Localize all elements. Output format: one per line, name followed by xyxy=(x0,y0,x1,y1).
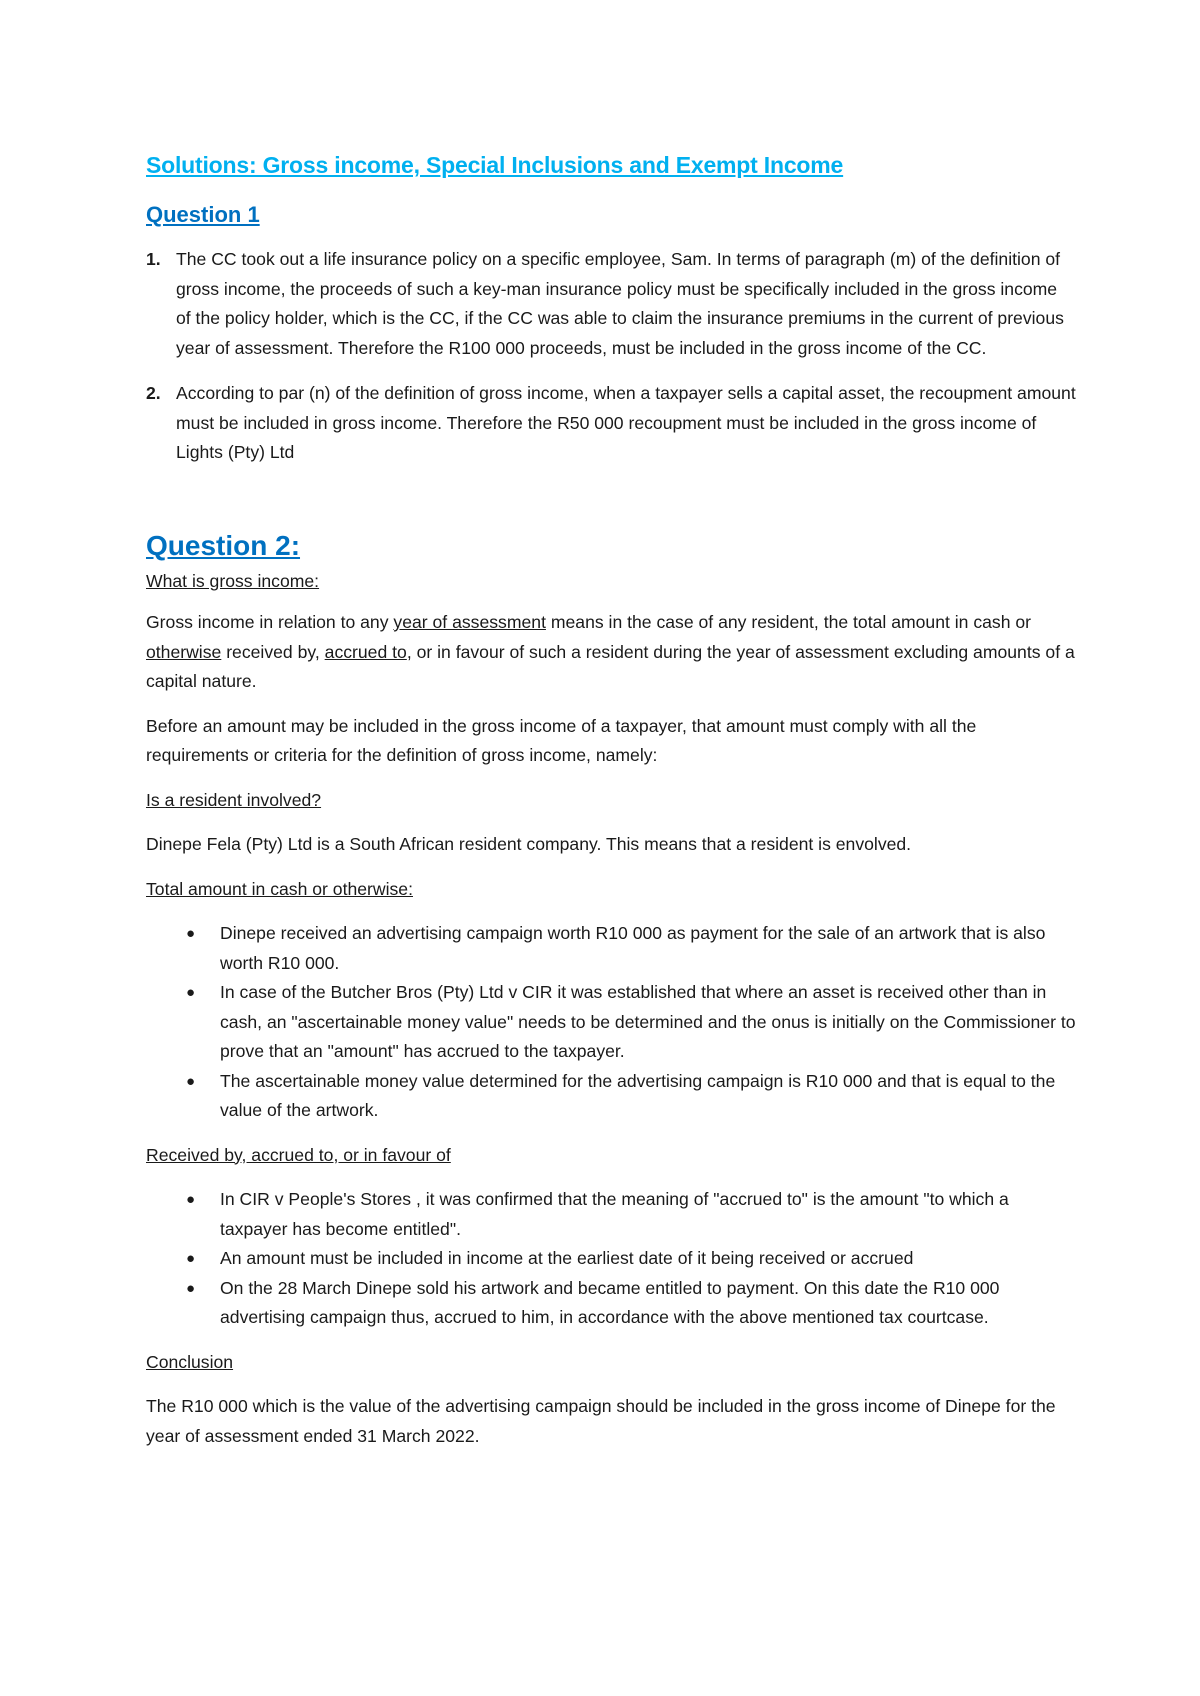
bullet-dot-icon: ● xyxy=(186,1072,196,1090)
list-item xyxy=(146,1067,1076,1126)
bullet-dot-icon: ● xyxy=(186,984,196,1001)
bullet-dot-icon: ● xyxy=(186,1191,196,1208)
received-accrued-heading: Received by, accrued to, or in favour of xyxy=(146,1144,451,1165)
bullet-text: In CIR v People's Stores , it was confirmed that the meaning of "accrued to" is the amount "to which a taxpayer has become entitled". xyxy=(220,1189,1009,1239)
list-item xyxy=(146,245,1076,363)
definition-term: year of assessment xyxy=(393,612,546,632)
bullet-text: Dinepe received an advertising campaign worth R10 000 as payment for the sale of an artwork that is also worth R10 000. xyxy=(220,923,1046,973)
list-item xyxy=(146,978,1076,1067)
received-accrued-bullet-list xyxy=(146,1185,1076,1333)
resident-text: Dinepe Fela (Pty) Ltd is a South African resident company. This means that a resident is envolved. xyxy=(146,834,912,854)
resident-heading: Is a resident involved? xyxy=(146,789,322,810)
list-number: 2. xyxy=(146,383,161,403)
list-item xyxy=(146,1274,1076,1333)
list-item-text: The CC took out a life insurance policy on a specific employee, Sam. In terms of paragraph (m) of the definition of gross income, the proceeds of such a key-man insurance policy must be specifically included in the gross income of the policy holder, which is the CC, if the CC was able to claim the insurance premiums in the current of previous year of assessment. Therefore the R100 000 proceeds, must be included in the gross income of the CC. xyxy=(176,249,1064,358)
definition-text: received by, xyxy=(221,641,325,662)
bullet-text: In case of the Butcher Bros (Pty) Ltd v CIR it was established that where an asset is received other than in cash, an "ascertainable money value" needs to be determined and the onus is initially on the Commissioner to prove that an "amount" has accrued to the taxpayer. xyxy=(220,982,1076,1061)
list-item xyxy=(146,1244,1076,1274)
list-item-text: According to par (n) of the definition of gross income, when a taxpayer sells a capital asset, the recoupment amount must be included in gross income. Therefore the R50 000 recoupment must be included in the gross income of Lights (Pty) Ltd xyxy=(176,383,1076,462)
gross-income-definition xyxy=(146,608,1076,697)
definition-term: otherwise xyxy=(146,641,222,662)
conclusion-text: The R10 000 which is the value of the advertising campaign should be included in the gross income of Dinepe for the year of assessment ended 31 March 2022. xyxy=(146,1396,1056,1446)
bullet-text: On the 28 March Dinepe sold his artwork and became entitled to payment. On this date the R10 000 advertising campaign thus, accrued to him, in accordance with the above mentioned tax courtcase. xyxy=(220,1277,1000,1327)
bullet-text: The ascertainable money value determined for the advertising campaign is R10 000 and that is equal to the value of the artwork. xyxy=(220,1070,1056,1120)
list-item xyxy=(146,1185,1076,1244)
total-amount-heading: Total amount in cash or otherwise: xyxy=(146,878,413,899)
question-2-heading: Question 2: xyxy=(146,529,301,561)
definition-text: Gross income in relation to any xyxy=(146,612,394,632)
what-is-gross-income-heading: What is gross income: xyxy=(146,570,320,591)
conclusion-heading: Conclusion xyxy=(146,1351,234,1372)
definition-text: , or in favour of such a resident during the year of assessment excluding amounts of a capital nature. xyxy=(146,641,1075,691)
total-amount-bullet-list xyxy=(146,919,1076,1126)
bullet-text: An amount must be included in income at the earliest date of it being received or accrued xyxy=(220,1248,914,1268)
list-number: 1. xyxy=(146,249,161,269)
list-item xyxy=(146,379,1076,468)
document-body xyxy=(146,150,1076,1466)
question-1-heading: Question 1 xyxy=(146,202,260,227)
bullet-dot-icon: ● xyxy=(186,1279,196,1297)
document-title: Solutions: Gross income, Special Inclusions and Exempt Income xyxy=(146,152,844,178)
definition-text: means in the case of any resident, the total amount in cash or xyxy=(545,612,1032,632)
definition-term: accrued to xyxy=(324,641,407,662)
list-item xyxy=(146,919,1076,978)
requirements-intro: Before an amount may be included in the gross income of a taxpayer, that amount must comply with all the requirements or criteria for the definition of gross income, namely: xyxy=(146,715,977,765)
question-1-answer-list xyxy=(146,245,1076,468)
bullet-dot-icon: ● xyxy=(186,1250,196,1267)
bullet-dot-icon: ● xyxy=(186,925,196,942)
